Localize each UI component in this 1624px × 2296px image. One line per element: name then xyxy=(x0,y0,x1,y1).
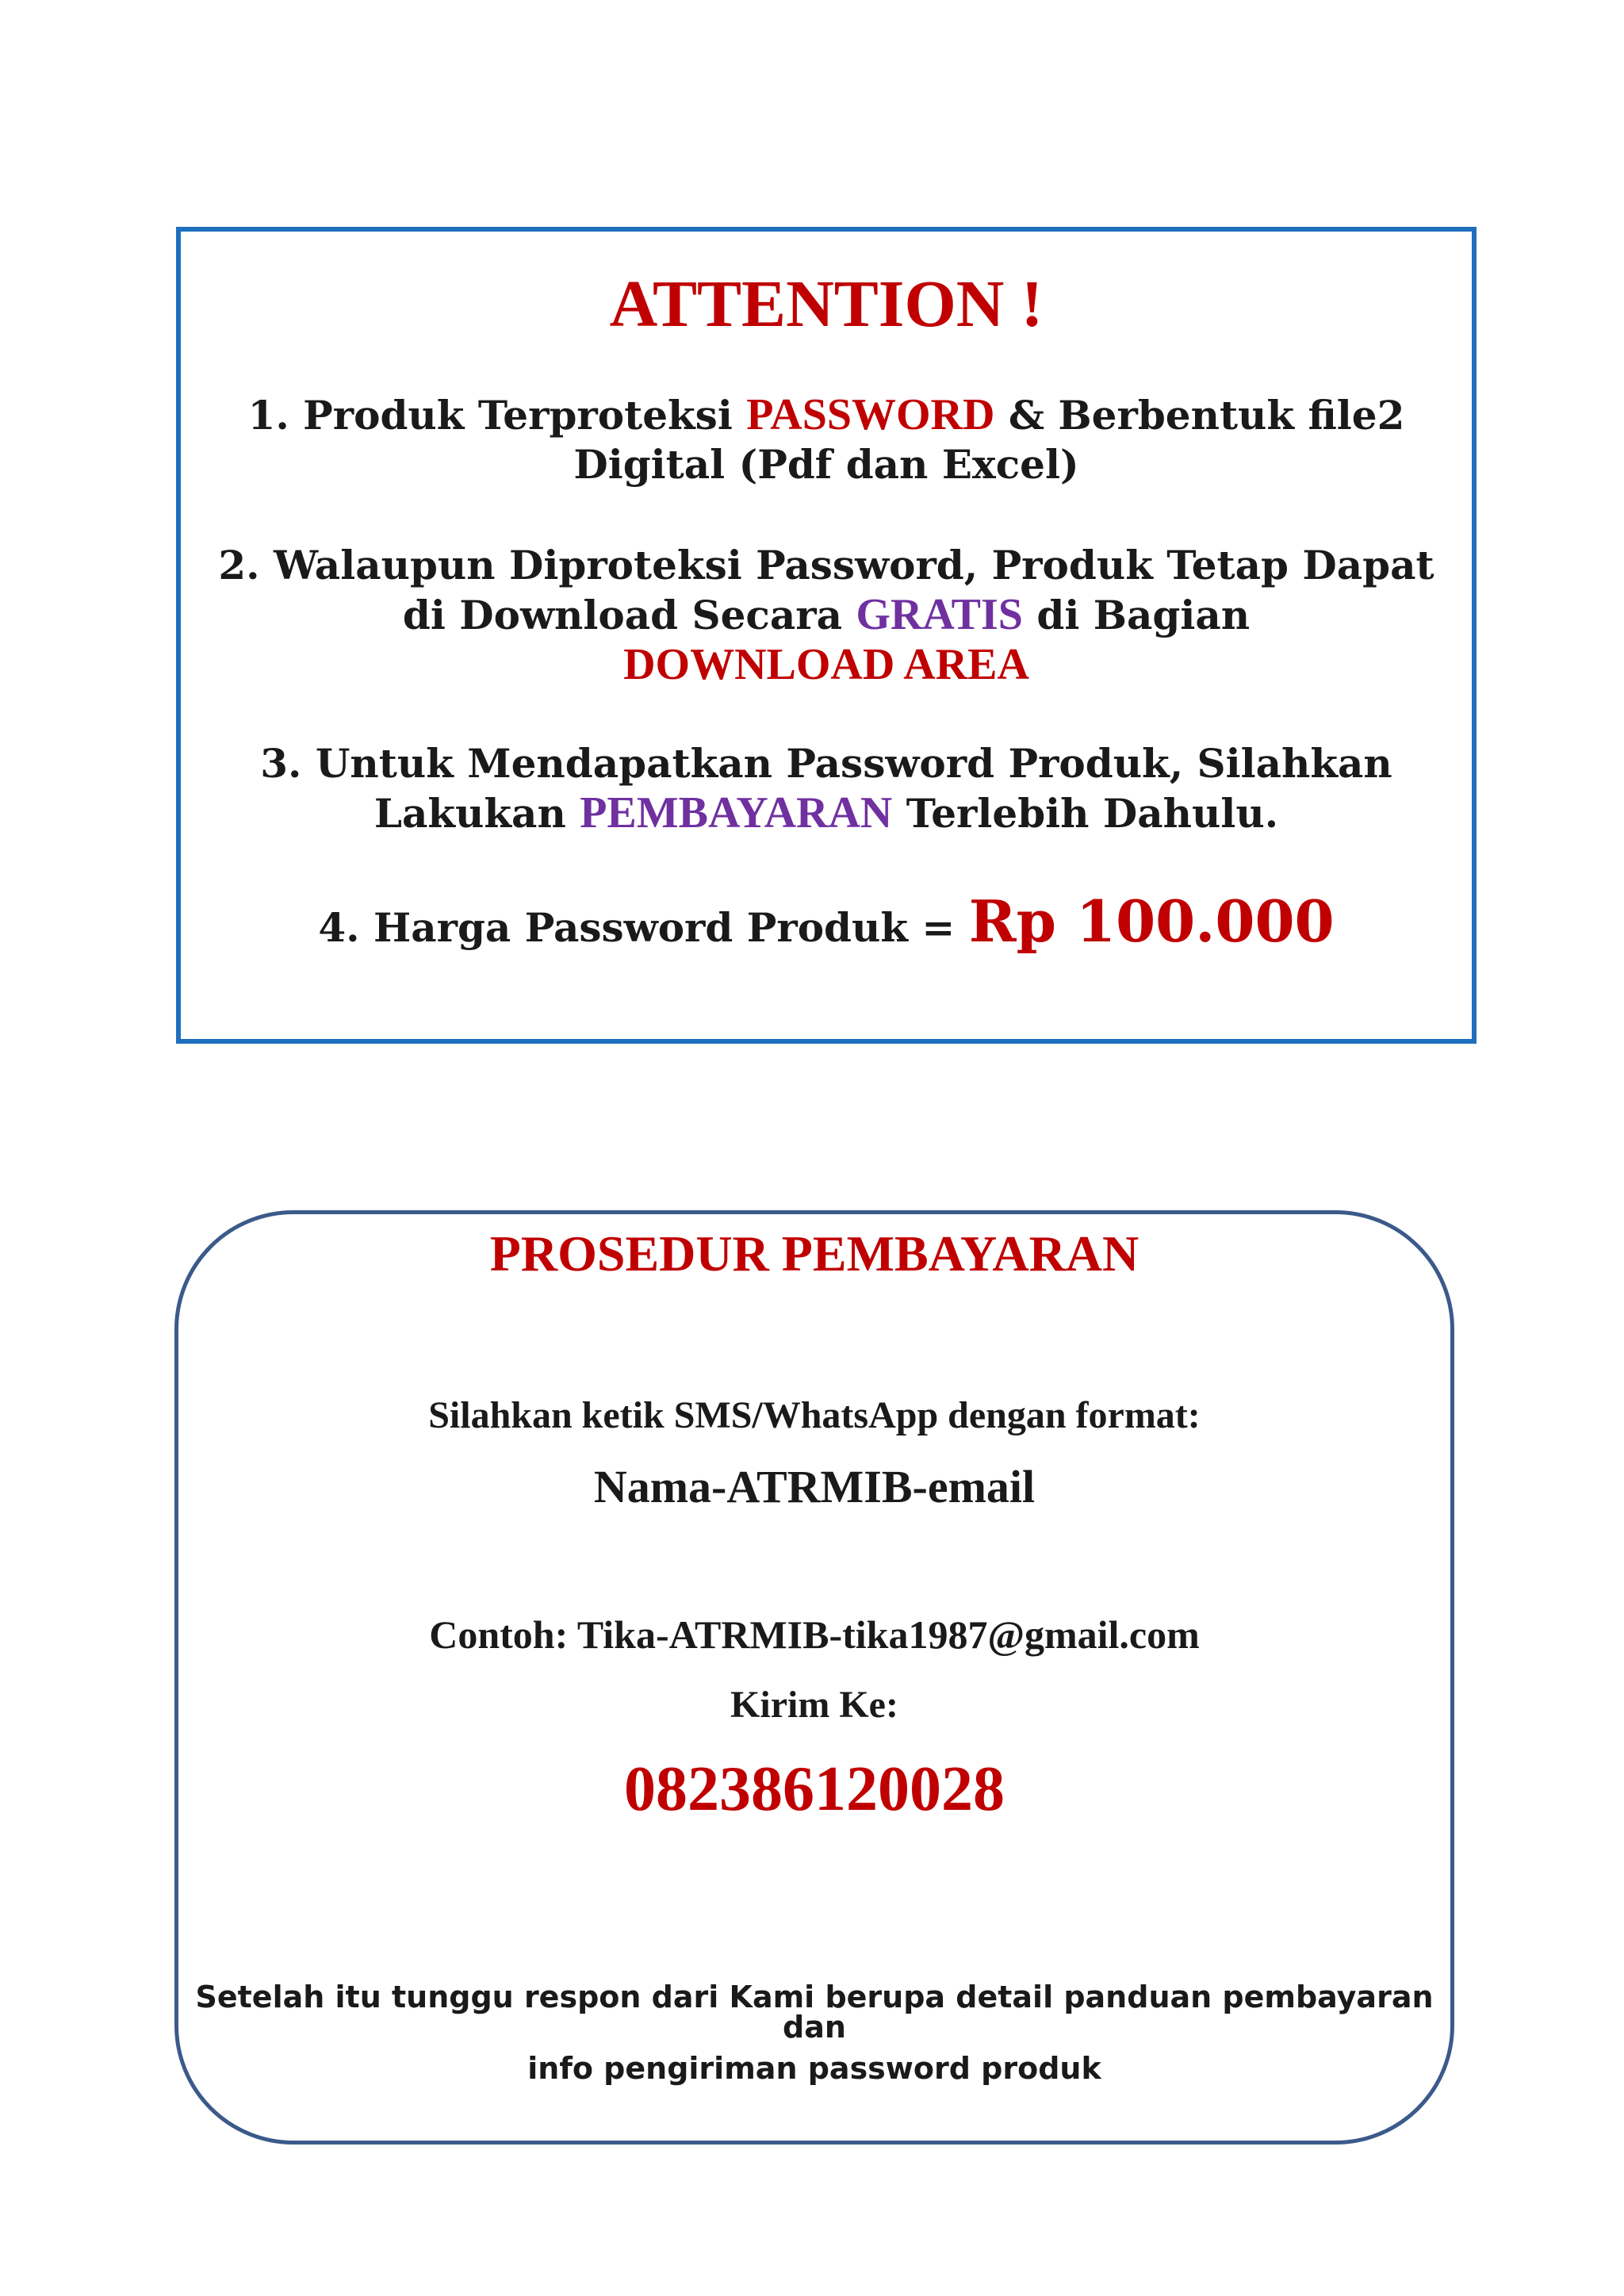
item-4-label: 4. Harga Password Produk = xyxy=(318,904,969,951)
item-2-middle: di Bagian xyxy=(1022,592,1251,638)
attention-box xyxy=(176,227,1477,1044)
item-1-prefix: 1. Produk Terproteksi xyxy=(247,392,747,439)
item-1-highlight-password: PASSWORD xyxy=(746,390,995,439)
item-2-prefix: 2. Walaupun Diproteksi Password, Produk Tetap Dapat di Download Secara xyxy=(218,542,1434,638)
prosedur-format: Nama-ATRMIB-email xyxy=(593,1461,1036,1512)
item-4-price: Rp 100.000 xyxy=(968,887,1335,955)
prosedur-example: Contoh: Tika-ATRMIB-tika1987@gmail.com xyxy=(429,1612,1200,1657)
item-3-suffix: Terlebih Dahulu. xyxy=(892,790,1279,837)
prosedur-note-line-2: info pengiriman password produk xyxy=(527,2051,1101,2086)
item-1-suffix: & Berbentuk file2 Digital (Pdf dan Excel) xyxy=(573,392,1405,488)
prosedur-note-line-1: Setelah itu tunggu respon dari Kami berupa detail panduan pembayaran dan xyxy=(195,1980,1434,2045)
item-2-highlight-gratis: GRATIS xyxy=(856,590,1023,639)
attention-item-2 xyxy=(205,541,1448,690)
item-3-prefix: 3. Untuk Mendapatkan Password Produk, Silahkan Lakukan xyxy=(260,740,1392,837)
attention-title: ATTENTION ! xyxy=(609,267,1044,341)
prosedur-instruction: Silahkan ketik SMS/WhatsApp dengan format: xyxy=(428,1394,1201,1436)
prosedur-box xyxy=(174,1210,1454,2145)
prosedur-phone-number: 082386120028 xyxy=(624,1754,1005,1824)
item-3-highlight-pembayaran: PEMBAYARAN xyxy=(580,788,893,838)
attention-item-4 xyxy=(205,887,1448,960)
item-2-highlight-download-area: DOWNLOAD AREA xyxy=(623,640,1029,689)
attention-item-1 xyxy=(205,390,1448,489)
prosedur-send-to-label: Kirim Ke: xyxy=(730,1684,898,1726)
prosedur-title: PROSEDUR PEMBAYARAN xyxy=(489,1225,1139,1282)
attention-item-3 xyxy=(205,739,1448,838)
